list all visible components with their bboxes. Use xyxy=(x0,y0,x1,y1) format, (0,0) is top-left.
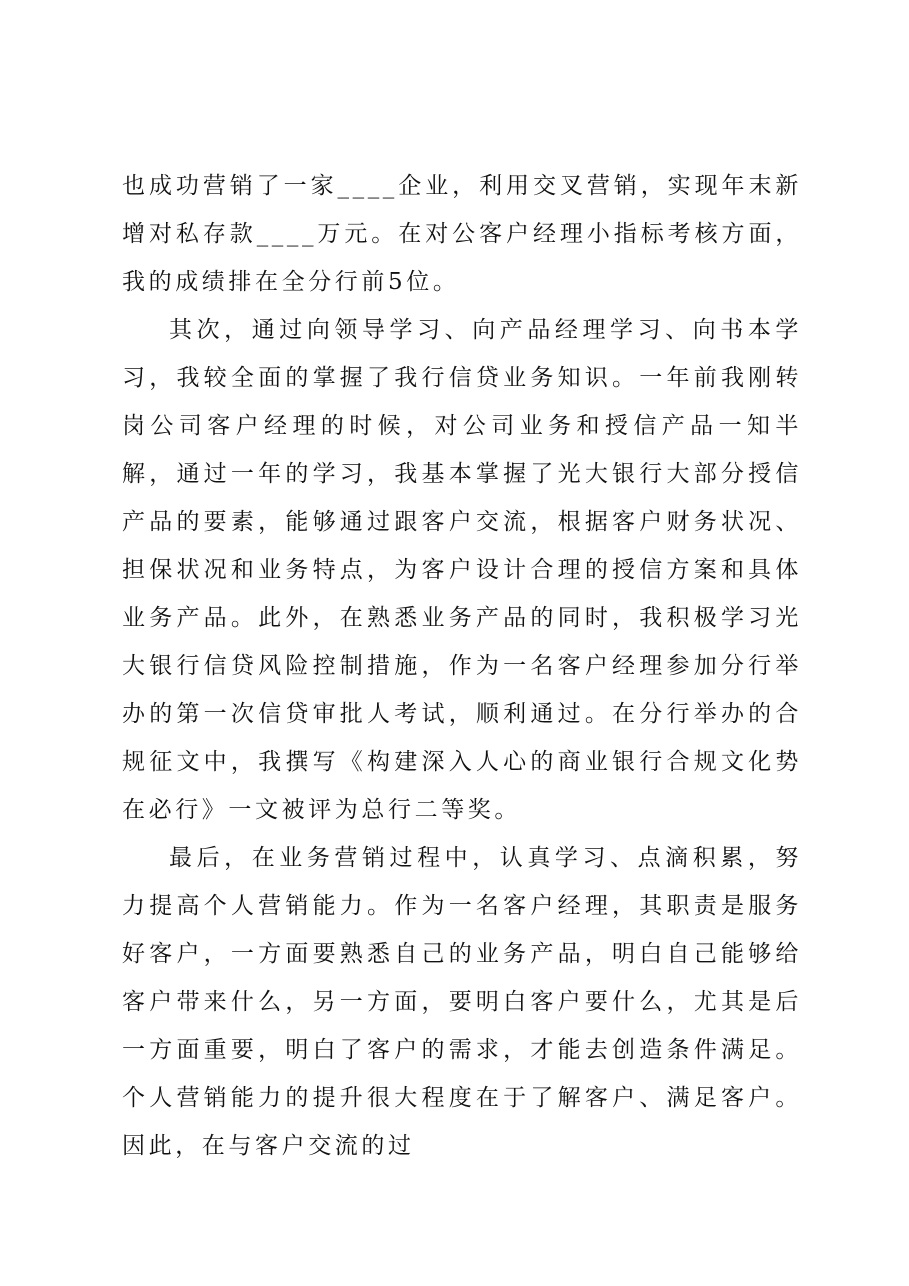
document-body xyxy=(122,162,802,1170)
paragraph-3: 最后，在业务营销过程中，认真学习、点滴积累，努力提高个人营销能力。作为一名客户经理，其职责是服务好客户，一方面要熟悉自己的业务产品，明白自己能够给客户带来什么，另一方面，要明白客户要什么，尤其是后一方面重要，明白了客户的需求，才能去创造条件满足。个人营销能力的提升很大程度在于了解客户、满足客户。因此，在与客户交流的过 xyxy=(122,845,802,1159)
paragraph-1: 也成功营销了一家____企业，利用交叉营销，实现年末新增对私存款____万元。在对公客户经理小指标考核方面，我的成绩排在全分行前5位。 xyxy=(122,173,802,295)
paragraph-2: 其次，通过向领导学习、向产品经理学习、向书本学习，我较全面的掌握了我行信贷业务知识。一年前我刚转岗公司客户经理的时候，对公司业务和授信产品一知半解，通过一年的学习，我基本掌握了光大银行大部分授信产品的要素，能够通过跟客户交流，根据客户财务状况、担保状况和业务特点，为客户设计合理的授信方案和具体业务产品。此外，在熟悉业务产品的同时，我积极学习光大银行信贷风险控制措施，作为一名客户经理参加分行举办的第一次信贷审批人考试，顺利通过。在分行举办的合规征文中，我撰写《构建深入人心的商业银行合规文化势在必行》一文被评为总行二等奖。 xyxy=(122,317,802,823)
